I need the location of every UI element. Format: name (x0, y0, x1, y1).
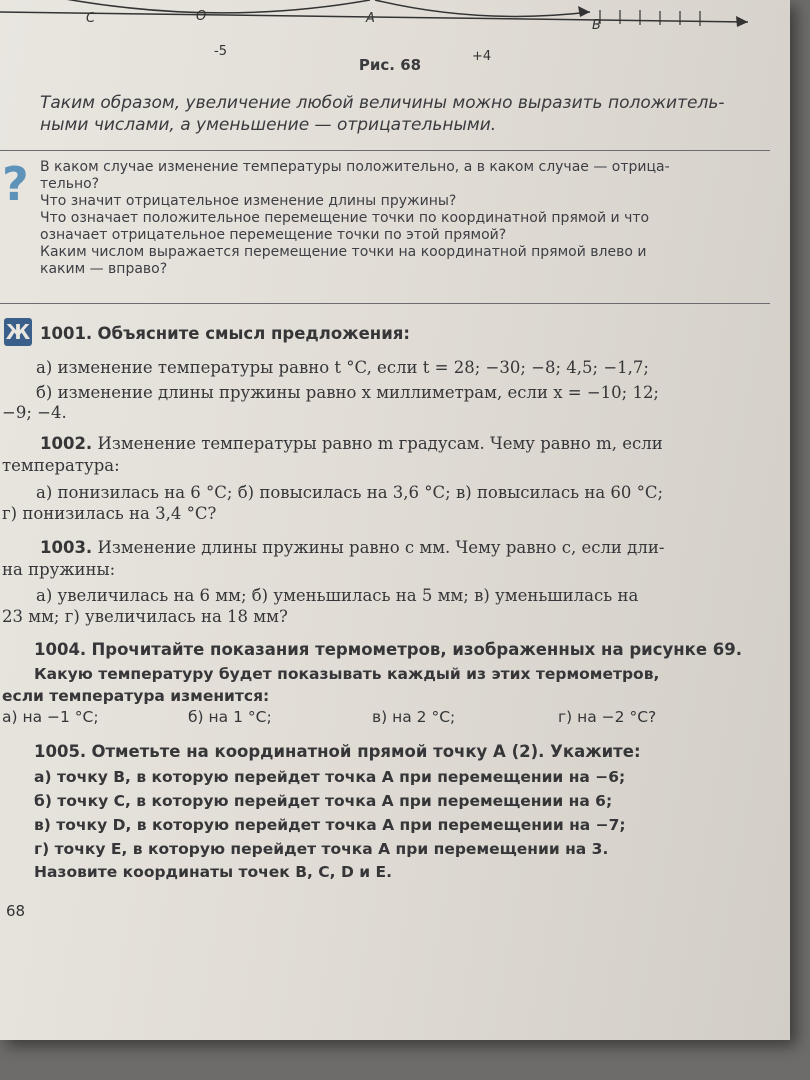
oral-exercise-icon: Ж (5, 320, 31, 344)
summary-line: ными числами, а уменьшение — отрицательными. (40, 115, 497, 135)
exercise-number: 1001. (40, 324, 93, 343)
exercise-1004-line3: если температура изменится: (2, 687, 270, 705)
exercise-1001-a: а) изменение температуры равно t °C, если t = 28; −30; −8; 4,5; −1,7; (36, 358, 649, 377)
exercise-1003-line2: на пружины: (2, 560, 116, 579)
arc-right (375, 0, 590, 16)
label-c: C (86, 11, 96, 26)
question-line: В каком случае изменение температуры положительно, а в каком случае — отрица- (40, 159, 670, 175)
exercise-1005-d: г) точку E, в которую перейдет точка A при перемещении на 3. (34, 840, 609, 858)
option-d: г) на −2 °C? (558, 708, 657, 726)
page-number: 68 (6, 902, 26, 920)
exercise-1001-b-cont: −9; −4. (2, 403, 67, 422)
summary-text (40, 92, 760, 136)
exercise-heading: Объясните смысл предложения: (97, 324, 410, 343)
question-line: каким — вправо? (40, 261, 168, 277)
exercise-1002-line4: г) понизилась на 3,4 °C? (2, 504, 217, 523)
option-a: а) на −1 °C; (2, 708, 99, 726)
question-line: Что значит отрицательное изменение длины пружины? (40, 193, 457, 209)
exercise-heading: Прочитайте показания термометров, изображенных на рисунке 69. (91, 640, 742, 659)
label-b: B (592, 18, 601, 33)
label-a: A (366, 11, 375, 26)
exercise-1002-line2: температура: (2, 456, 120, 475)
exercise-1002-line1 (40, 434, 663, 454)
exercise-1004-line2: Какую температуру будет показывать каждый из этих термометров, (34, 665, 660, 683)
arc-right-arrow (578, 6, 590, 17)
option-b: б) на 1 °C; (188, 708, 272, 726)
question-line: тельно? (40, 176, 100, 192)
exercise-heading: Отметьте на координатной прямой точку A (2). Укажите: (91, 742, 641, 761)
exercise-1005-final: Назовите координаты точек B, C, D и E. (34, 863, 392, 881)
exercise-text: Изменение длины пружины равно c мм. Чему равно c, если дли- (97, 538, 665, 557)
axis-arrow (736, 16, 748, 27)
exercise-1004-options (0, 707, 770, 729)
summary-line: Таким образом, увеличение любой величины можно выразить положитель- (40, 93, 725, 113)
exercise-1005-line1 (34, 742, 641, 762)
exercise-number: 1004. (34, 640, 87, 659)
question-line: означает отрицательное перемещение точки по этой прямой? (40, 227, 507, 243)
question-mark-icon: ? (2, 157, 29, 211)
exercise-1005-c: в) точку D, в которую перейдет точка A при перемещении на −7; (34, 816, 626, 834)
label-o: O (196, 9, 207, 24)
exercise-1005-b: б) точку C, в которую перейдет точка A при перемещении на 6; (34, 792, 613, 810)
exercise-1001-title (40, 324, 410, 344)
exercise-1004-line1 (34, 640, 742, 660)
question-line: Что означает положительное перемещение точки по координатной прямой и что (40, 210, 650, 226)
exercise-1005-a: а) точку B, в которую перейдет точка A при перемещении на −6; (34, 768, 626, 786)
exercise-1003-line4: 23 мм; г) увеличилась на 18 мм? (2, 607, 288, 626)
question-line: Каким числом выражается перемещение точки на координатной прямой влево и (40, 244, 647, 260)
option-c: в) на 2 °C; (372, 708, 456, 726)
exercise-1001-b: б) изменение длины пружины равно x миллиметрам, если x = −10; 12; (36, 383, 659, 402)
question-list (40, 159, 760, 278)
exercise-1003-line1 (40, 538, 664, 558)
axis-ticks (600, 10, 700, 26)
exercise-number: 1003. (40, 538, 93, 557)
exercise-1002-line3: а) понизилась на 6 °C; б) повысилась на 3,6 °C; в) повысилась на 60 °C; (36, 483, 664, 502)
exercise-1003-line3: а) увеличилась на 6 мм; б) уменьшилась на 5 мм; в) уменьшилась на (36, 586, 639, 605)
exercise-number: 1005. (34, 742, 87, 761)
exercise-text: Изменение температуры равно m градусам. Чему равно m, если (97, 434, 663, 453)
figure-caption: Рис. 68 (358, 56, 422, 74)
review-questions (0, 150, 770, 304)
exercise-number: 1002. (40, 434, 93, 453)
arc-left (20, 0, 370, 13)
move-left-label: -5 (214, 44, 227, 59)
move-right-label: +4 (472, 49, 492, 64)
